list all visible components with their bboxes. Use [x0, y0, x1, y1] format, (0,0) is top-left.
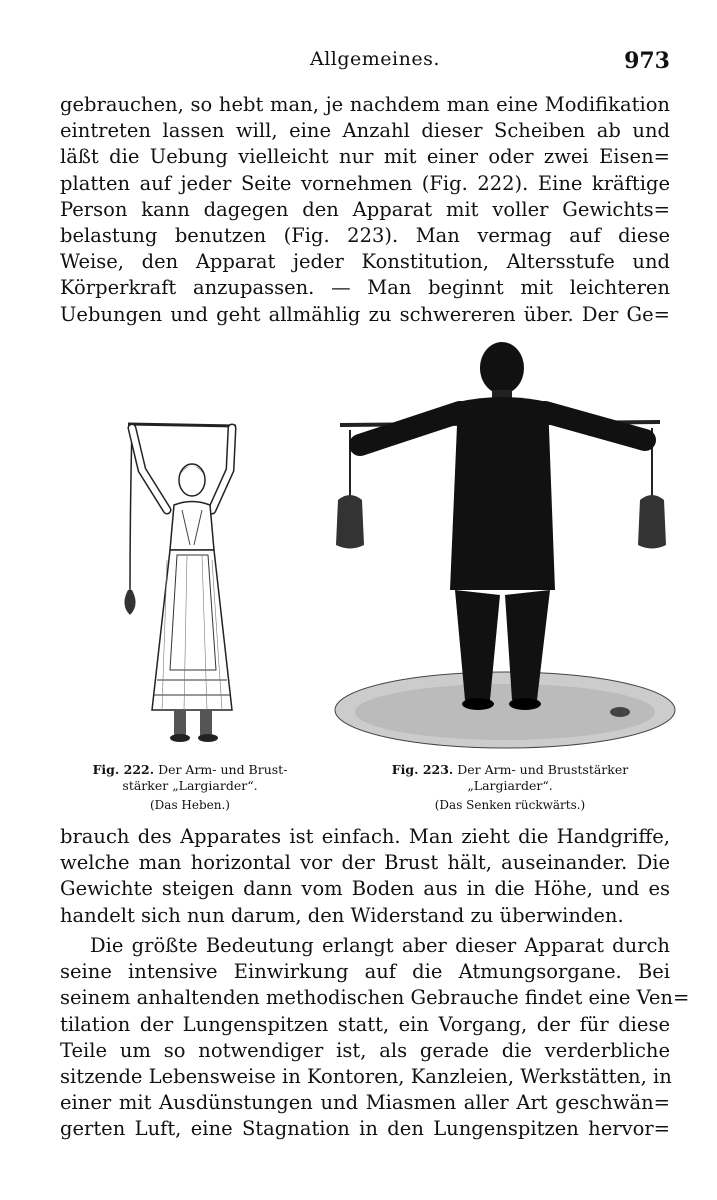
text-line: Körperkraft anzupassen. — Man beginnt mit leichteren — [60, 276, 670, 300]
text-line: einer mit Ausdünstungen und Miasmen aller Art geschwän= — [60, 1091, 670, 1115]
paragraph-bottom — [60, 824, 670, 929]
page-number: 973 — [624, 48, 670, 74]
figure-223-illustration — [330, 340, 680, 750]
figure-223-caption — [340, 762, 680, 813]
text-line: handelt sich nun darum, den Widerstand zu überwinden. — [60, 903, 624, 927]
figure-222-illustration — [112, 410, 262, 750]
text-line: läßt die Uebung vielleicht nur mit einer oder zwei Eisen= — [60, 145, 670, 169]
figure-222-subtitle: (Das Heben.) — [149, 798, 230, 812]
text-line: sitzende Lebensweise in Kontoren, Kanzleien, Werkstätten, in — [60, 1065, 672, 1089]
paragraph-bottom-2 — [60, 933, 690, 1143]
text-line: Person kann dagegen den Apparat mit voller Gewichts= — [60, 197, 670, 221]
figure-222-title: Der Arm- und Brust- stärker „Largiarder“. — [122, 762, 288, 793]
text-line: belastung benutzen (Fig. 223). Man vermag auf diese — [60, 224, 670, 248]
running-head: Allgemeines. — [310, 48, 440, 70]
text-line: tilation der Lungenspitzen statt, ein Vorgang, der für diese — [60, 1012, 670, 1036]
figure-222-caption — [55, 762, 325, 813]
paragraph-top — [60, 92, 670, 328]
figure-223-label: Fig. 223. — [391, 762, 454, 777]
text-line: eintreten lassen will, eine Anzahl dieser Scheiben ab und — [60, 119, 670, 143]
text-line: Weise, den Apparat jeder Konstitution, Altersstufe und — [60, 250, 670, 274]
text-line: platten auf jeder Seite vornehmen (Fig. 222). Eine kräftige — [60, 171, 670, 195]
text-line: seine intensive Einwirkung auf die Atmungsorgane. Bei — [60, 960, 670, 984]
figure-223-subtitle: (Das Senken rückwärts.) — [434, 798, 586, 812]
text-line: brauch des Apparates ist einfach. Man zieht die Handgriffe, — [60, 825, 670, 848]
text-line: Die größte Bedeutung erlangt aber dieser Apparat durch — [90, 934, 670, 957]
figure-223-title: Der Arm- und Bruststärker „Largiarder“. — [457, 762, 629, 793]
text-line: gerten Luft, eine Stagnation in den Lungenspitzen hervor= — [60, 1117, 670, 1141]
text-line: seinem anhaltenden methodischen Gebrauche findet eine Ven= — [60, 986, 690, 1010]
text-line: gebrauchen, so hebt man, je nachdem man eine Modifikation — [60, 93, 670, 116]
text-line: welche man horizontal vor der Brust hält, auseinander. Die — [60, 851, 670, 875]
figure-222-label: Fig. 222. — [92, 762, 155, 777]
text-line: Teile um so notwendiger ist, als gerade die verderbliche — [60, 1038, 670, 1062]
text-line: Uebungen und geht allmählig zu schwereren über. Der Ge= — [60, 302, 670, 326]
page-header — [60, 48, 670, 78]
text-line: Gewichte steigen dann vom Boden aus in die Höhe, und es — [60, 877, 670, 901]
